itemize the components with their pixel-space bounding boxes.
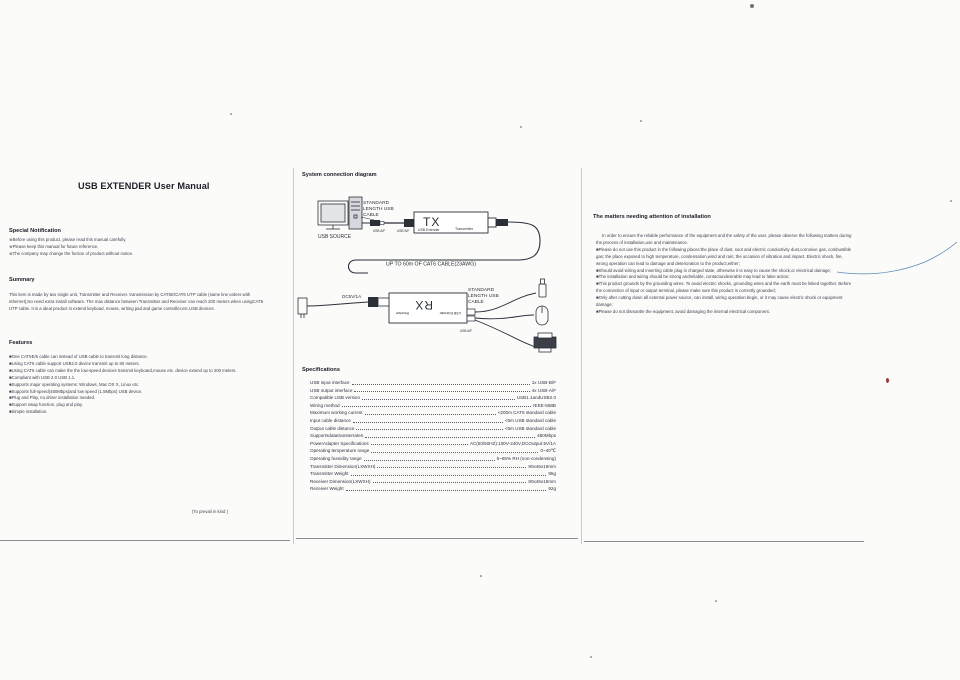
notification-item: ※The company may change the fuction of product without notice. xyxy=(9,250,134,256)
spec-label: Receiver Dimension(LXWXH) xyxy=(310,478,371,484)
spec-value: <5m USB standard cable xyxy=(504,425,556,431)
spec-row xyxy=(310,387,556,395)
notification-item: ※Please keep this manual for future reference. xyxy=(9,243,99,249)
spec-label: Receiver Weight xyxy=(310,486,344,492)
page-fold-line xyxy=(293,168,294,544)
scan-speck xyxy=(886,378,889,383)
usb-flash-drive-icon xyxy=(539,279,546,297)
spec-label: Transmitter Weight xyxy=(310,471,349,477)
spec-value: 80x46x19mm xyxy=(528,463,556,469)
rx-mark: RX xyxy=(414,298,433,312)
spec-label: Compatible USB version xyxy=(310,395,361,401)
spec-label: Transmitter Dimension(LXWXH) xyxy=(310,463,376,469)
installation-item: ■This product grounds by the grounding wires. To avoid electric shocks, grounding wires and the earth must be linked together. Before the connection of input or output terminal, please make sure this product is correctly grounded; xyxy=(596,281,851,294)
specifications-heading: Specifications xyxy=(302,367,340,373)
spec-label: Output cable distance xyxy=(310,425,355,431)
installation-item: ■The installation and wiring should be strong andreliable, contactundesirable may lead to false action; xyxy=(596,274,790,280)
installation-item: ■Please do not use this product in the following places:the place of dust, soot and electric conductivity dust,corrosive gas, combustible gas; the place exposed to high temperature, condensation,wind and rain; the occasion of vibration and impact. Electric shock, fire, wrong operation can lead to damage and deterioration to the product,either; xyxy=(596,246,852,266)
spec-row xyxy=(310,402,556,410)
feature-item: ■Supports full-speed(480Mbps)and low speed (1.5Mbps) USB device. xyxy=(9,388,143,394)
specifications-table xyxy=(310,379,556,493)
footer-note: (To prevail in kind ) xyxy=(192,509,229,514)
std-cable-bottom-line1: STANDARD xyxy=(468,288,495,293)
leader-dots xyxy=(351,474,547,476)
leader-dots xyxy=(362,398,515,400)
installation-intro: In order to ensure the reliable performance of the equipment and the safety of the user, please observe the following matters during the process of installation,use and maintenance. xyxy=(596,233,852,245)
spec-value: 85g xyxy=(548,471,556,477)
usb-source-computer-icon xyxy=(318,197,362,229)
features-heading: Features xyxy=(9,340,33,346)
std-cable-bottom-line3: CABLE xyxy=(468,300,484,305)
rj45-plug-icon xyxy=(496,219,508,226)
leader-dots xyxy=(342,405,532,407)
feature-item: ■Using CAT6 cable support USB2.0 device transmit up to 60 meters. xyxy=(9,360,140,366)
usb-af-tx-label: USB A/F xyxy=(373,229,386,233)
page-fold-line xyxy=(581,168,582,544)
spec-row xyxy=(310,455,556,463)
printer-icon xyxy=(534,333,556,352)
scan-speck xyxy=(750,4,754,8)
installation-notes xyxy=(596,233,854,316)
features-list xyxy=(9,354,271,416)
page-bottom-rule xyxy=(584,541,864,542)
spec-row xyxy=(310,432,556,440)
usb-cable-mouse xyxy=(475,315,534,319)
leader-dots xyxy=(371,451,538,453)
spec-value: <200m CAT6 standard cable xyxy=(497,410,556,416)
spec-value: 80x46x19mm xyxy=(528,478,556,484)
spec-label: USB input interface xyxy=(310,380,350,385)
feature-item: ■Using CAT6 cable can make the the low-speed devices transmit keyboard,mouse etc. device extend up to 200 meters. xyxy=(9,367,237,373)
spec-row xyxy=(310,409,556,417)
system-connection-diagram xyxy=(296,185,576,360)
pen-stroke-line xyxy=(837,242,957,274)
spec-label: Operating humidity range xyxy=(310,455,362,461)
special-notification-list xyxy=(9,237,133,258)
scan-speck xyxy=(590,656,592,658)
leader-dots xyxy=(364,459,495,461)
spec-row xyxy=(310,379,556,387)
feature-item: ■Plug and Play, no driver installation needed. xyxy=(9,395,96,401)
spec-row xyxy=(310,470,556,478)
spec-value: 5~85% RH (non-condensing) xyxy=(496,455,556,461)
std-cable-top-line2: LENGTH USB xyxy=(363,207,394,212)
spec-row xyxy=(310,478,556,486)
installation-item: ■Please do not dismantle the equipment, avoid damaging the internal electrical component. xyxy=(596,308,770,314)
spec-value: IEEE-568B xyxy=(533,402,556,408)
leader-dots xyxy=(354,390,529,392)
tx-name-label: Transmitter xyxy=(455,227,474,231)
leader-dots xyxy=(356,428,502,430)
usb-plug-icon xyxy=(370,220,380,226)
summary-heading: Summary xyxy=(9,277,35,283)
spec-label: PowerAdapter Specifications xyxy=(310,440,369,446)
usb-plug-tip-icon xyxy=(380,222,384,225)
power-adapter-icon xyxy=(298,298,307,318)
scan-speck xyxy=(480,575,482,577)
leader-dots xyxy=(346,489,547,491)
feature-item: ■One CAT5E/6 cable can instead of USB cable to transmit long distance. xyxy=(9,354,148,359)
spec-label: Maximum working current xyxy=(310,410,363,416)
leader-dots xyxy=(352,383,530,385)
spec-value: AC(50/60HZ):100V-240V,DCOutput:5V/1A xyxy=(469,440,556,446)
diagram-heading: System connection diagram xyxy=(302,172,377,178)
rx-brand-label: USB Extender xyxy=(439,311,461,315)
std-cable-bottom-line2: LENGTH USB xyxy=(468,294,499,299)
spec-label: Operating temperature range xyxy=(310,448,370,454)
usb-source-label: USB SOURCE xyxy=(318,234,352,240)
leader-dots xyxy=(371,443,468,445)
scan-speck xyxy=(715,600,717,602)
usb-b-plug-icon xyxy=(404,219,414,227)
usb-af-rx-label: USB A/F xyxy=(460,329,473,333)
cat6-cable-label: UP TO 60m OF CAT6 CABLE(23AWG) xyxy=(386,261,476,268)
spec-row xyxy=(310,463,556,471)
spec-row xyxy=(310,425,556,433)
usb-bf-tx-label: USB B/F xyxy=(397,229,410,233)
rx-name-label: Receiver xyxy=(395,311,409,315)
power-cable-line xyxy=(307,302,368,306)
spec-row xyxy=(310,485,556,493)
page-bottom-rule xyxy=(296,538,578,539)
spec-value: 4x USB-A/F xyxy=(531,387,556,393)
scan-speck xyxy=(640,120,642,122)
spec-value: <5m USB standard cable xyxy=(504,417,556,423)
spec-row xyxy=(310,447,556,455)
leader-dots xyxy=(353,421,503,423)
leader-dots xyxy=(373,481,527,483)
installation-item: ■Only after cutting down all external power source, can install, wiring operation begin, or it may cause electric shock or equipment damage; xyxy=(596,295,843,308)
transmitter-unit xyxy=(414,212,488,233)
page-bottom-rule xyxy=(0,540,290,541)
scan-speck xyxy=(520,126,522,128)
pen-stroke-mark xyxy=(835,240,960,290)
spec-row xyxy=(310,440,556,448)
mouse-icon xyxy=(536,306,548,325)
leader-dots xyxy=(365,413,496,415)
spec-value: 92g xyxy=(548,486,556,492)
summary-text: This item is made by two single unit, Transmitter and Receiver. transmission by CAT5E/CAT6 UTP cable (same line orders with ethernet),No need extra install software. The max distance between Transmitter and Receiver can reach 200 meters when usingCAT6 UTP cable. It is a ideal product in extend keyboad, mouse, writing pad and game controller,etc.USB devices. xyxy=(9,292,264,311)
feature-item: ■Simple installation. xyxy=(9,409,48,415)
power-label: DC5V/1A xyxy=(342,294,362,299)
leader-dots xyxy=(365,436,535,438)
std-cable-top-line1: STANDARD xyxy=(363,201,390,206)
scan-speck xyxy=(230,113,232,115)
spec-label: Wiring method xyxy=(310,402,340,408)
leader-dots xyxy=(377,466,526,468)
spec-row xyxy=(310,394,556,402)
tx-mark: TX xyxy=(423,215,441,229)
rj45-port-icon xyxy=(488,218,496,227)
spec-label: Input cable distance xyxy=(310,417,351,423)
std-cable-top-line3: CABLE xyxy=(363,213,379,218)
installation-item: ■Should avoid wiring and inserting cable plug in charged state, otherwise it is easy to cause the shock,or electrical damage; xyxy=(596,267,831,273)
spec-value: 1x USB-B/F xyxy=(531,380,556,385)
spec-row xyxy=(310,417,556,425)
spec-value: 0~40℃ xyxy=(540,448,556,454)
feature-item: ■Supports major operating systems: Windows, Mac OS X, Linux etc. xyxy=(9,381,140,387)
spec-value: 480Mbps xyxy=(537,433,556,439)
special-notification-heading: Special Notification xyxy=(9,228,61,234)
spec-label: Supportsdatatransterrates xyxy=(310,433,364,439)
spec-value: USB1.1andUSB2.0 xyxy=(516,395,556,401)
receiver-unit xyxy=(368,293,475,323)
scan-speck xyxy=(950,200,952,202)
feature-item: ■Compliant with USB 2.0 USB 1.1. xyxy=(9,374,76,380)
tx-brand-label: USB Extender xyxy=(418,228,440,232)
usb-cable-printer xyxy=(475,320,536,347)
notification-item: ※Before using this product, please read this manual carefully. xyxy=(9,237,127,242)
manual-title: USB EXTENDER User Manual xyxy=(78,181,210,191)
installation-heading: The matters needing attention of installation xyxy=(593,214,711,220)
spec-label: USB output interface xyxy=(310,387,353,393)
feature-item: ■Support swap function, plug and play. xyxy=(9,402,83,408)
